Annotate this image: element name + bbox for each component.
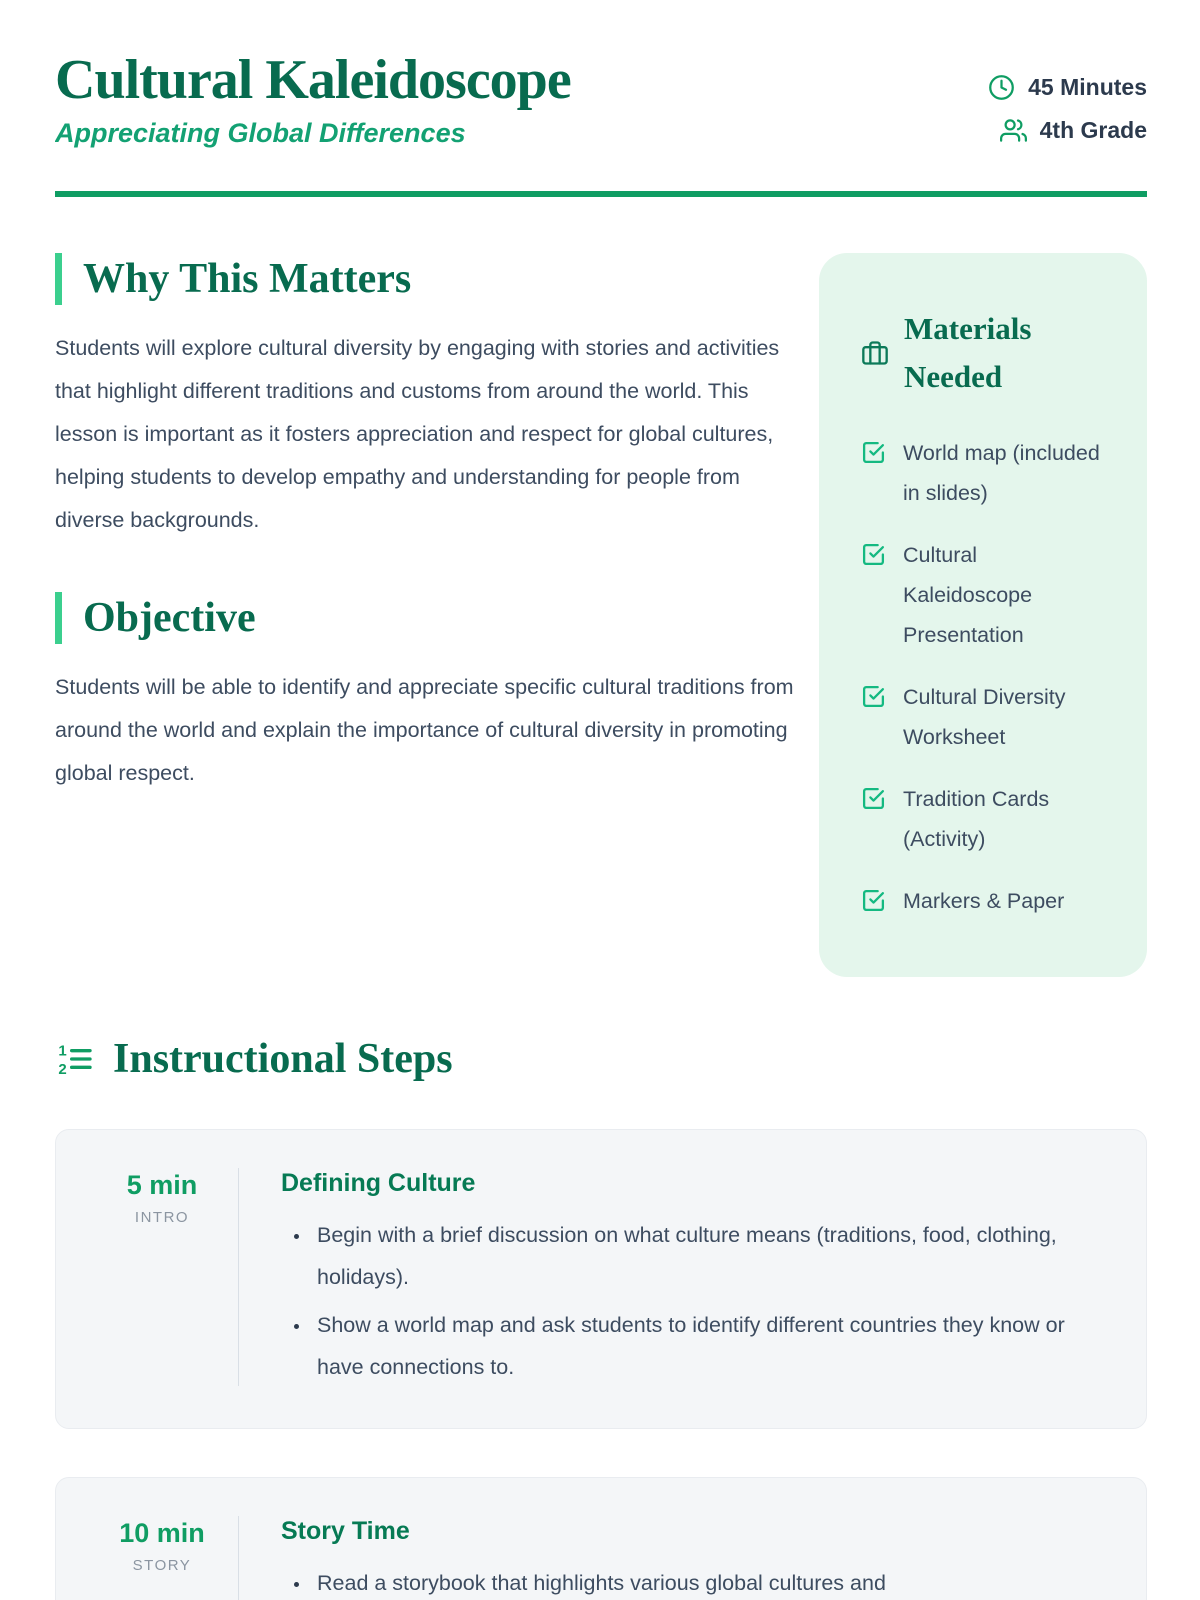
step-body [239, 1514, 1116, 1600]
users-icon [1000, 117, 1027, 144]
material-item [861, 881, 1107, 921]
grade-label: 4th Grade [1039, 117, 1147, 143]
step-title: Story Time [281, 1517, 410, 1545]
step-bullet: • Begin with a brief discussion on what culture means (traditions, food, clothing, holidays). [311, 1214, 1116, 1298]
section-heading-row [55, 592, 797, 644]
material-item-label: Cultural Diversity Worksheet [903, 685, 1066, 749]
check-square-icon [861, 440, 886, 465]
page-subtitle: Appreciating Global Differences [55, 118, 466, 148]
material-item [861, 433, 1107, 513]
material-item-label: World map (included in slides) [903, 441, 1100, 505]
heading-accent-bar [55, 253, 62, 305]
step-tag: STORY [132, 1557, 192, 1574]
step-tag: INTRO [134, 1209, 190, 1226]
duration-meta [988, 74, 1147, 101]
left-column [55, 253, 819, 795]
section-objective [55, 592, 797, 795]
material-item [861, 535, 1107, 655]
header-divider [55, 191, 1147, 197]
why-this-matters-heading: Why This Matters [83, 255, 412, 302]
check-square-icon [861, 684, 886, 709]
header [55, 49, 1147, 149]
section-instructional-steps [55, 1035, 1147, 1600]
why-this-matters-body: Students will explore cultural diversity by engaging with stories and activities that highlight different traditions and customs from around the world. This lesson is important as it fosters appreciation and respect for global cultures, helping students to develop empathy and understanding for people from diverse backgrounds. [55, 336, 780, 532]
step-bullet: • Show a world map and ask students to identify different countries they know or have connections to. [311, 1304, 1116, 1388]
materials-list [861, 433, 1107, 921]
step-timing [86, 1166, 238, 1388]
material-item-label: Cultural Kaleidoscope Presentation [903, 543, 1033, 647]
check-square-icon [861, 888, 886, 913]
lesson-plan-page [55, 0, 1147, 1600]
main-content [55, 253, 1147, 977]
step-bullet-list [281, 1562, 1116, 1600]
section-heading-row [55, 253, 797, 305]
step-card-2 [55, 1477, 1147, 1600]
step-title: Defining Culture [281, 1169, 476, 1197]
svg-text:1: 1 [58, 1042, 67, 1060]
steps-heading-row [55, 1035, 1147, 1083]
step-duration: 5 min [126, 1170, 198, 1200]
svg-text:2: 2 [58, 1061, 67, 1078]
material-item-label: Markers & Paper [903, 889, 1065, 913]
step-card-1 [55, 1129, 1147, 1429]
step-bullet: • Read a storybook that highlights various global cultures and [311, 1562, 1116, 1600]
step-bullet-list [281, 1214, 1116, 1388]
lesson-meta [988, 74, 1147, 144]
briefcase-icon [861, 339, 889, 367]
materials-heading: Materials Needed [904, 311, 1032, 394]
heading-accent-bar [55, 592, 62, 644]
clock-icon [988, 74, 1015, 101]
objective-heading: Objective [83, 594, 256, 641]
grade-meta [988, 117, 1147, 144]
numbered-list-icon [55, 1039, 95, 1079]
material-item [861, 779, 1107, 859]
section-why-this-matters [55, 253, 797, 542]
materials-heading-row [861, 305, 1107, 401]
material-item-label: Tradition Cards (Activity) [903, 787, 1050, 851]
material-item [861, 677, 1107, 757]
materials-card [819, 253, 1147, 977]
step-timing [86, 1514, 238, 1600]
duration-label: 45 Minutes [1028, 74, 1147, 100]
objective-body: Students will be able to identify and appreciate specific cultural traditions from around the world and explain the importance of cultural diversity in promoting global respect. [55, 675, 794, 785]
check-square-icon [861, 542, 886, 567]
step-duration: 10 min [119, 1518, 205, 1548]
title-block [55, 49, 571, 149]
check-square-icon [861, 786, 886, 811]
page-title: Cultural Kaleidoscope [55, 49, 571, 111]
instructional-steps-heading: Instructional Steps [113, 1036, 453, 1082]
step-body [239, 1166, 1116, 1388]
